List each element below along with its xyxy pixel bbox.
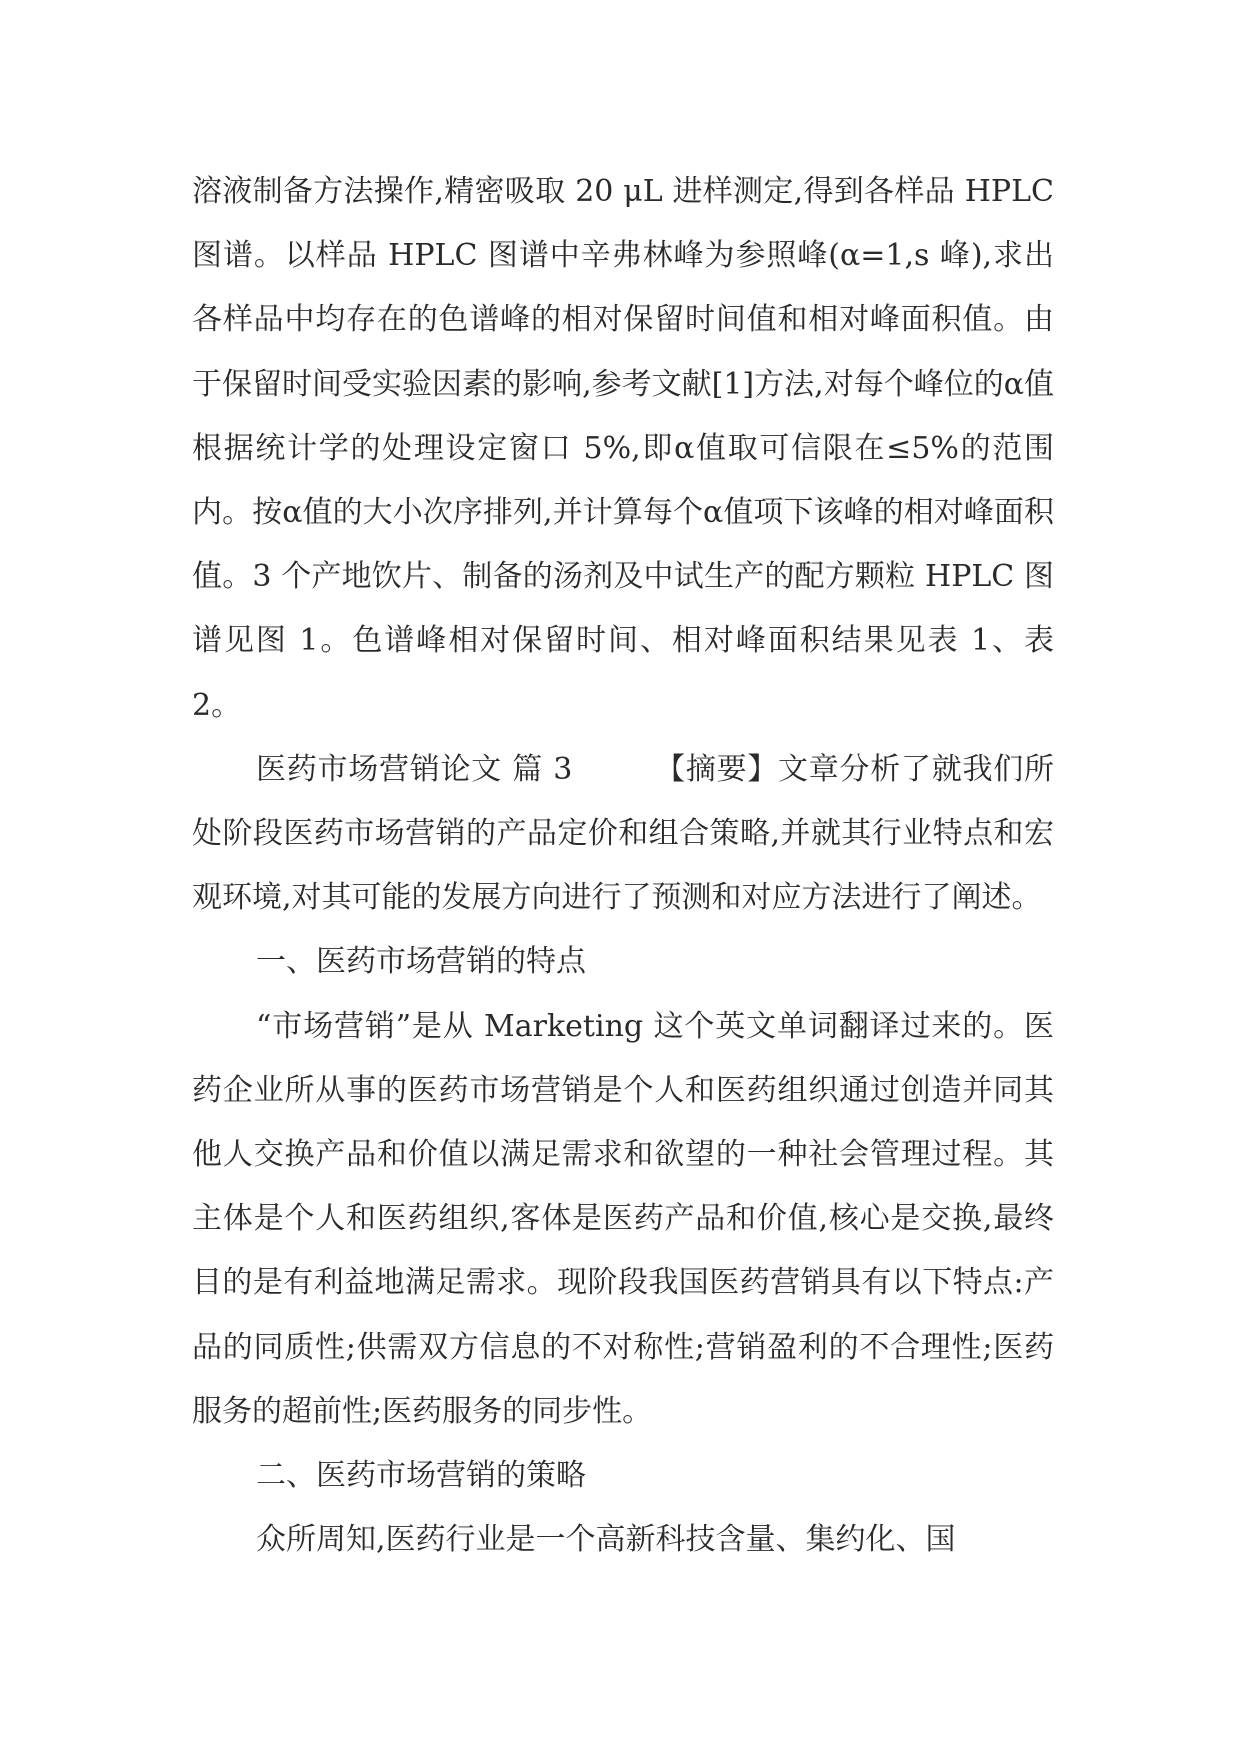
section-heading-characteristics: 一、医药市场营销的特点 — [256, 944, 586, 980]
abstract-text: 【摘要】文章分析了就我们所处阶段医药市场营销的产品定价和组合策略,并就其行业特点和宏观环境,对其可能的发展方向进行了预测和对应方法进行了阐述。 — [192, 751, 1055, 916]
article-title: 医药市场营销论文 篇 3 — [256, 751, 573, 787]
document-body — [192, 160, 1054, 1572]
paragraph-industry-overview: 众所周知,医药行业是一个高新科技含量、集约化、国 — [256, 1522, 956, 1558]
section-heading-strategies: 二、医药市场营销的策略 — [256, 1458, 586, 1494]
paragraph-marketing-definition: “市场营销”是从 Marketing 这个英文单词翻译过来的。医药企业所从事的医药市场营销是个人和医药组织通过创造并同其他人交换产品和价值以满足需求和欲望的一种社会管理过程。其主体是个人和医药组织,客体是医药产品和价值,核心是交换,最终目的是有利益地满足需求。现阶段我国医药营销具有以下特点:产品的同质性;供需双方信息的不对称性;营销盈利的不合理性;医药服务的超前性;医药服务的同步性。 — [192, 1008, 1054, 1429]
paragraph-hplc-method: 溶液制备方法操作,精密吸取 20 μL 进样测定,得到各样品 HPLC 图谱。以样品 HPLC 图谱中辛弗林峰为参照峰(α=1,s 峰),求出各样品中均存在的色谱峰的相对保留时间值和相对峰面积值。由于保留时间受实验因素的影响,参考文献[1]方法,对每个峰位的α值根据统计学的处理设定窗口 5%,即α值取可信限在≤5%的范围内。按α值的大小次序排列,并计算每个α值项下该峰的相对峰面积值。3 个产地饮片、制备的汤剂及中试生产的配方颗粒 HPLC 图谱见图 1。色谱峰相对保留时间、相对峰面积结果见表 1、表 2。 — [192, 174, 1054, 723]
paragraph-abstract — [192, 738, 1054, 931]
